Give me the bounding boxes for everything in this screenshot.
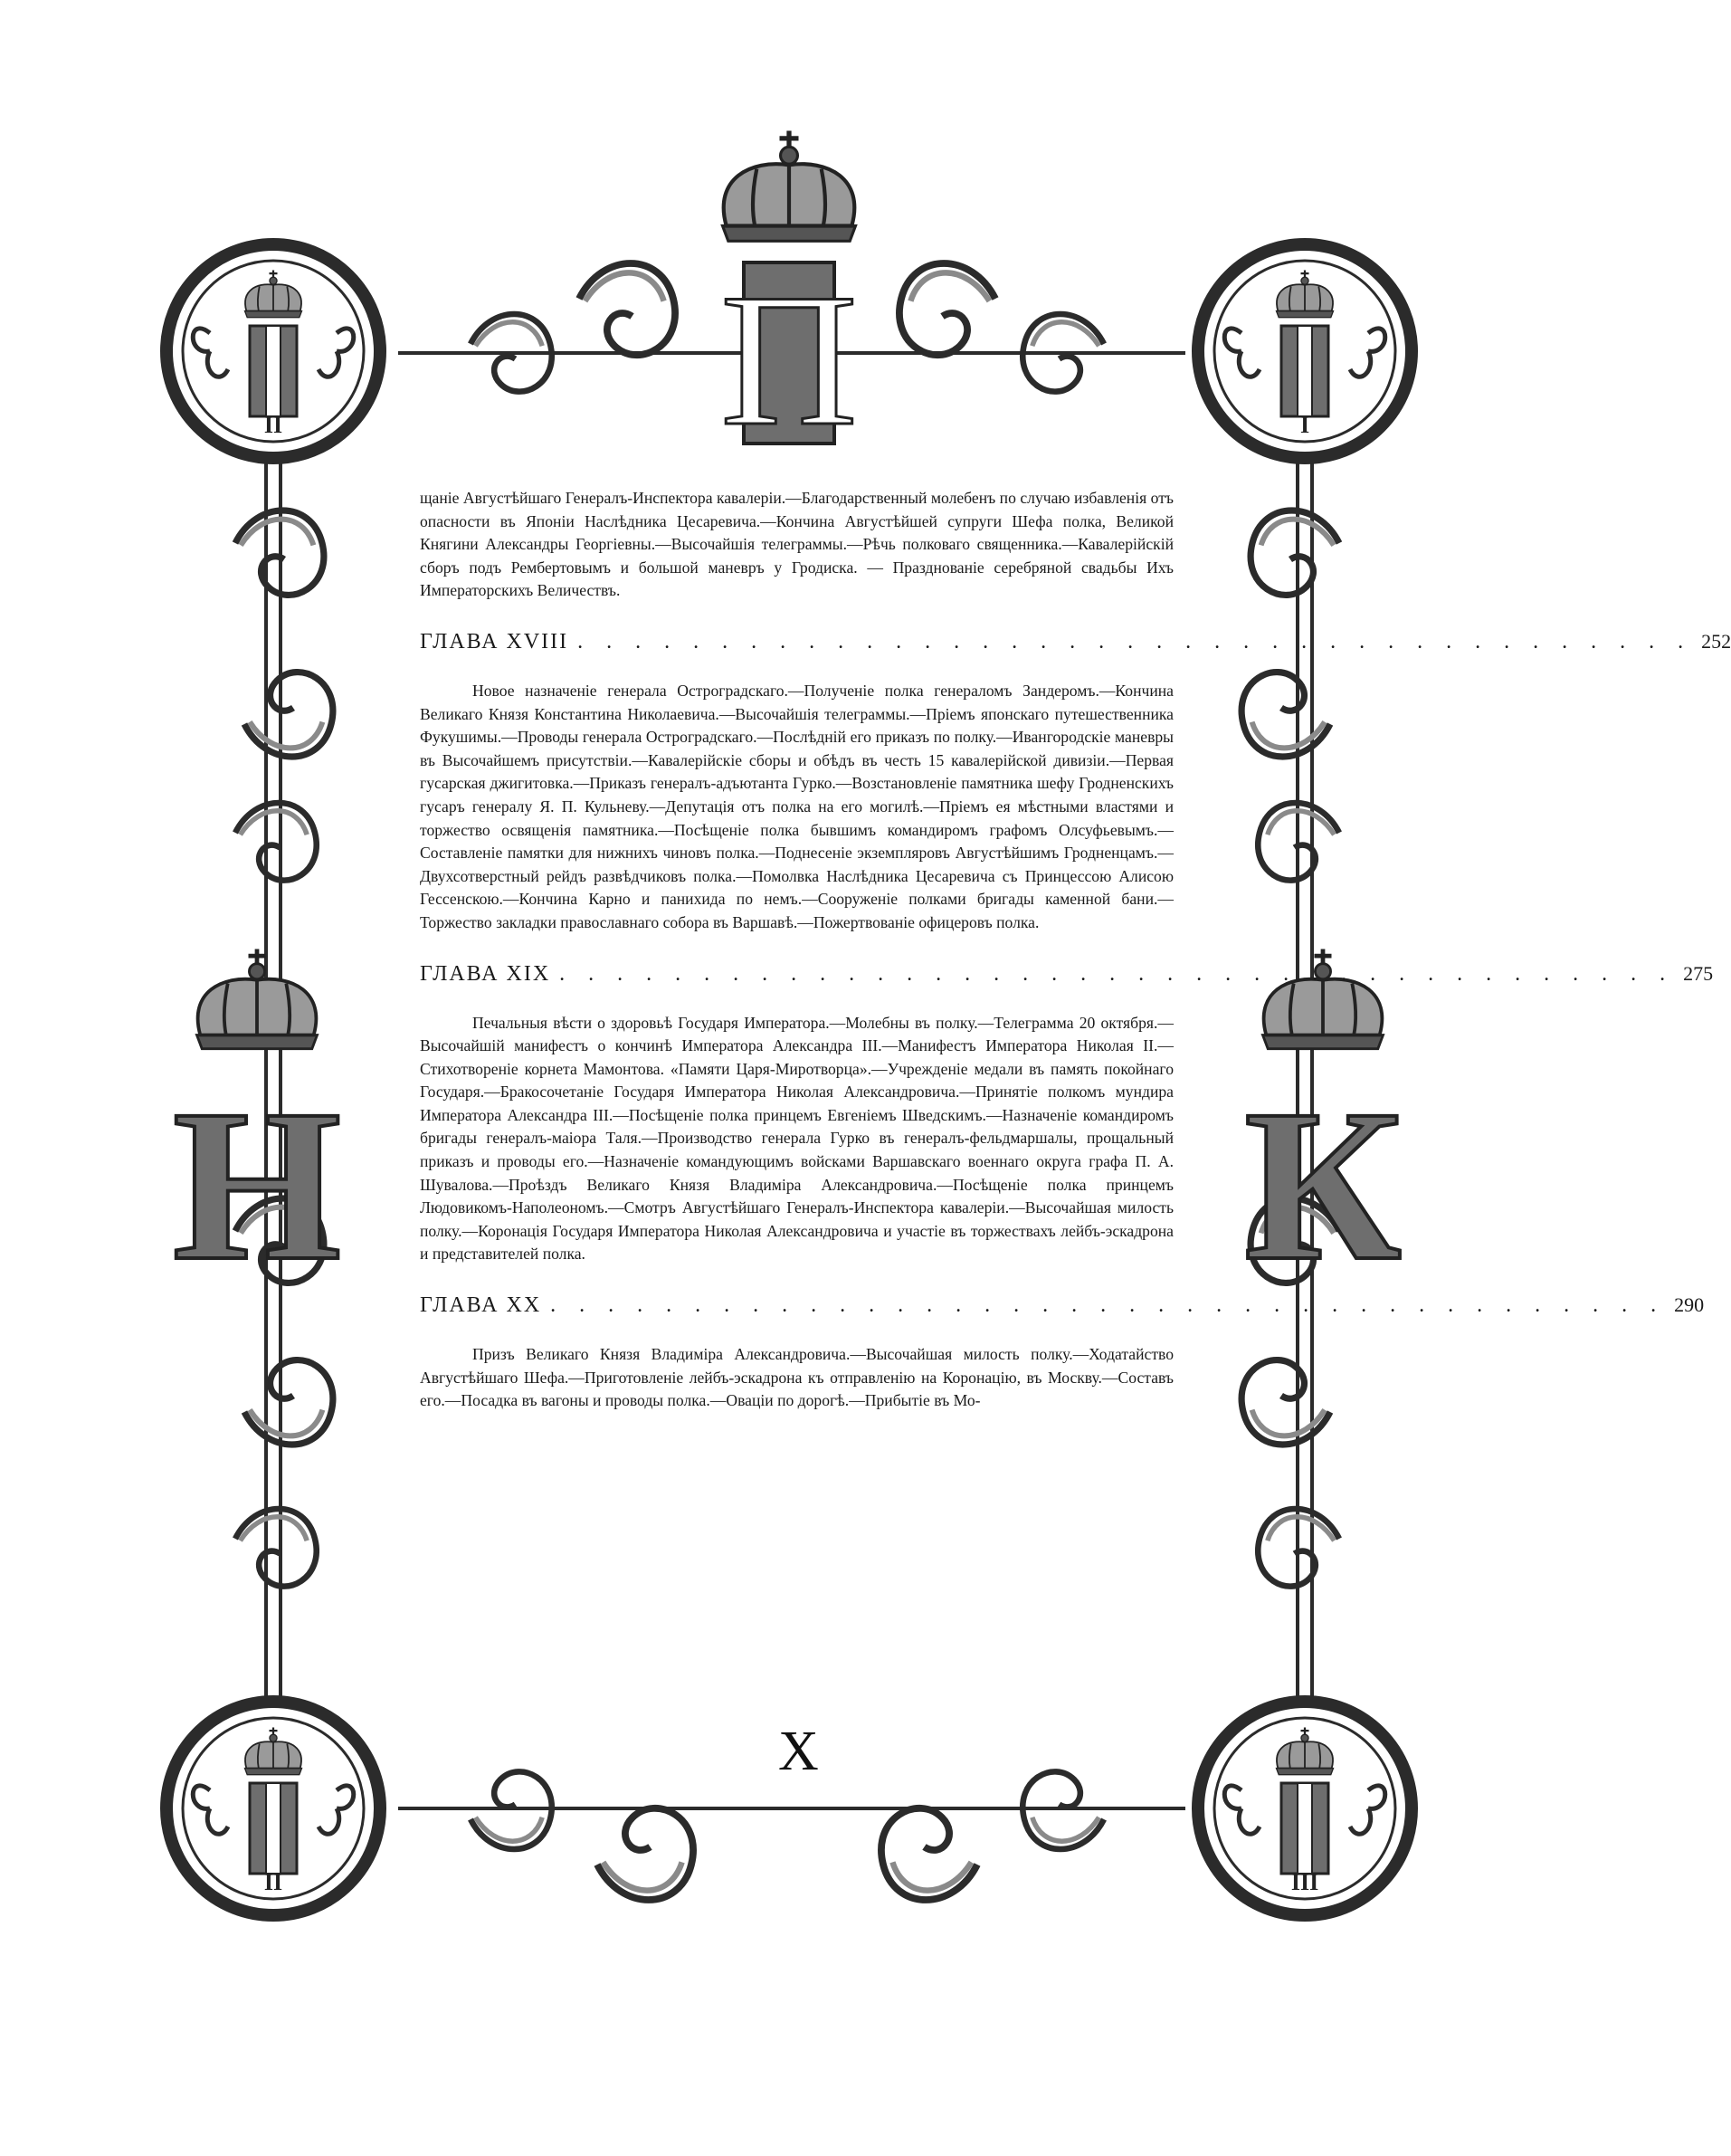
chapter-page-number: 275	[1683, 961, 1714, 985]
chapter-title: ГЛАВА XX	[420, 1293, 542, 1318]
svg-text:П: П	[720, 255, 858, 465]
leader-dots: . . . . . . . . . . . . . . . . . . . . . . . . . . . . . . . . . . . . . . .	[550, 1293, 1666, 1318]
chapter-page-number: 252	[1701, 629, 1731, 653]
top-crown-icon	[723, 131, 856, 242]
bottom-scroll-band	[471, 1771, 1104, 1900]
svg-text:I: I	[1299, 412, 1310, 438]
svg-text:II: II	[263, 412, 283, 438]
chapter-summary-continued: щаніе Августѣйшаго Генералъ-Инспектора кавалеріи.—Благодарственный молебенъ по случаю избавленія отъ опасности въ Японіи Наслѣдника Цесаревича.—Кончина Августѣйшей супруги Шефа полка, Великой Княгини Александры Георгіевны.—Высочайшія телеграммы.—Рѣчь полковаго священника.—Кавалерійскій сборъ подъ Рембертовымъ и большой маневръ у Гродиска. — Празднованіе серебряной свадьбы Ихъ Императорскихъ Величествъ.	[420, 489, 1174, 600]
chapter-title: ГЛАВА XVIII	[420, 629, 569, 653]
svg-text:II: II	[263, 1869, 283, 1895]
right-monogram	[1244, 1064, 1402, 1305]
chapter-heading-xviii	[420, 629, 1731, 654]
chapter-page-number: 290	[1674, 1293, 1705, 1317]
chapter-title: ГЛАВА XIX	[420, 961, 551, 986]
corner-medallion-top-left	[166, 244, 380, 458]
table-of-contents	[420, 487, 1731, 1413]
left-monogram	[173, 1064, 342, 1305]
leader-dots: . . . . . . . . . . . . . . . . . . . . . . . . . . . . . . . . . . . . . . .	[577, 629, 1693, 653]
svg-text:Н: Н	[172, 1064, 342, 1305]
chapter-heading-xx	[420, 1293, 1705, 1318]
leader-dots: . . . . . . . . . . . . . . . . . . . . . . . . . . . . . . . . . . . . . . .	[559, 961, 1675, 986]
svg-text:К: К	[1243, 1064, 1403, 1305]
chapter-heading-xix	[420, 961, 1714, 987]
chapter-summary: Печальныя вѣсти о здоровьѣ Государя Императора.—Молебны въ полку.—Телеграмма 20 октября.—Высочайшій манифестъ о кончинѣ Императора Александра III.—Манифестъ Императора Николая II.—Стихотвореніе корнета Мамонтова. «Памяти Царя-Миротворца».—Учрежденіе медали въ память покойнаго Государя.—Бракосочетаніе Государя Императора Николая Александровича.—Принятіе полкомъ мундира Императора Александра III.—Посѣщеніе полка принцемъ Евгеніемъ Шведскимъ.—Назначеніе командиромъ бригады генералъ-маіора Таля.—Производство генерала Гурко въ генералъ-фельдмаршалы, прощальный приказъ и проводы его.—Назначеніе командующимъ войсками Варшавскаго военнаго округа графа П. А. Шувалова.—Проѣздъ Великаго Князя Владиміра Александровича.—Посѣщеніе полка принцемъ Людовикомъ-Наполеономъ.—Смотръ Августѣйшаго Генералъ-Инспектора кавалеріи.—Высочайшая милость полку.—Коронація Государя Императора Николая Александровича и участіе въ торжествахъ лейбъ-эскадрона и представителей полка.	[420, 1013, 1174, 1264]
top-monogram	[720, 255, 858, 465]
page-folio: X	[778, 1721, 819, 1782]
chapter-summary: Призъ Великаго Князя Владиміра Александровича.—Высочайшая милость полку.—Ходатайство Августѣйшаго Шефа.—Приготовленіе лейбъ-эскадрона къ отправленію на Коронацію, въ Москву.—Составъ его.—Посадка въ вагоны и проводы полка.—Оваціи по дорогѣ.—Прибытіе въ Мо-	[420, 1345, 1174, 1410]
chapter-summary: Новое назначеніе генерала Остроградскаго.—Полученіе полка генераломъ Зандеромъ.—Кончина Великаго Князя Константина Николаевича.—Высочайшія телеграммы.—Пріемъ японскаго путешественника Фукушимы.—Проводы генерала Остроградскаго.—Послѣдній его приказъ по полку.—Ивангородскіе маневры въ Высочайшемъ присутствіи.—Кавалерійскіе сборы и обѣдъ въ честь 15 кавалерійской дивизіи.—Первая гусарская джигитовка.—Приказъ генералъ-адъютанта Гурко.—Возстановленіе памятника шефу Гродненскихъ гусаръ генералу Я. П. Кульневу.—Депутація отъ полка на его могилѣ.—Пріемъ ея мѣстными властями и торжество освященія памятника.—Посѣщеніе полка бывшимъ командиромъ графомъ Олсуфьевымъ.—Составленіе памятки для нижнихъ чиновъ полка.—Поднесеніе экземпляровъ Августѣйшимъ Гродненцамъ.—Двухсотверстный рейдъ развѣдчиковъ полка.—Помолвка Наслѣдника Цесаревича съ Принцессою Алисою Гессенскою.—Кончина Карно и панихида по немъ.—Сооруженіе полками бригады каменной бани.—Торжество закладки православнаго собора въ Варшавѣ.—Пожертвованіе офицеровъ полка.	[420, 681, 1174, 931]
corner-medallion-bottom-left	[166, 1702, 380, 1915]
svg-text:III: III	[1290, 1869, 1319, 1895]
left-crown-icon	[197, 949, 318, 1049]
corner-medallion-top-right	[1198, 244, 1412, 458]
corner-medallion-bottom-right	[1198, 1702, 1412, 1915]
